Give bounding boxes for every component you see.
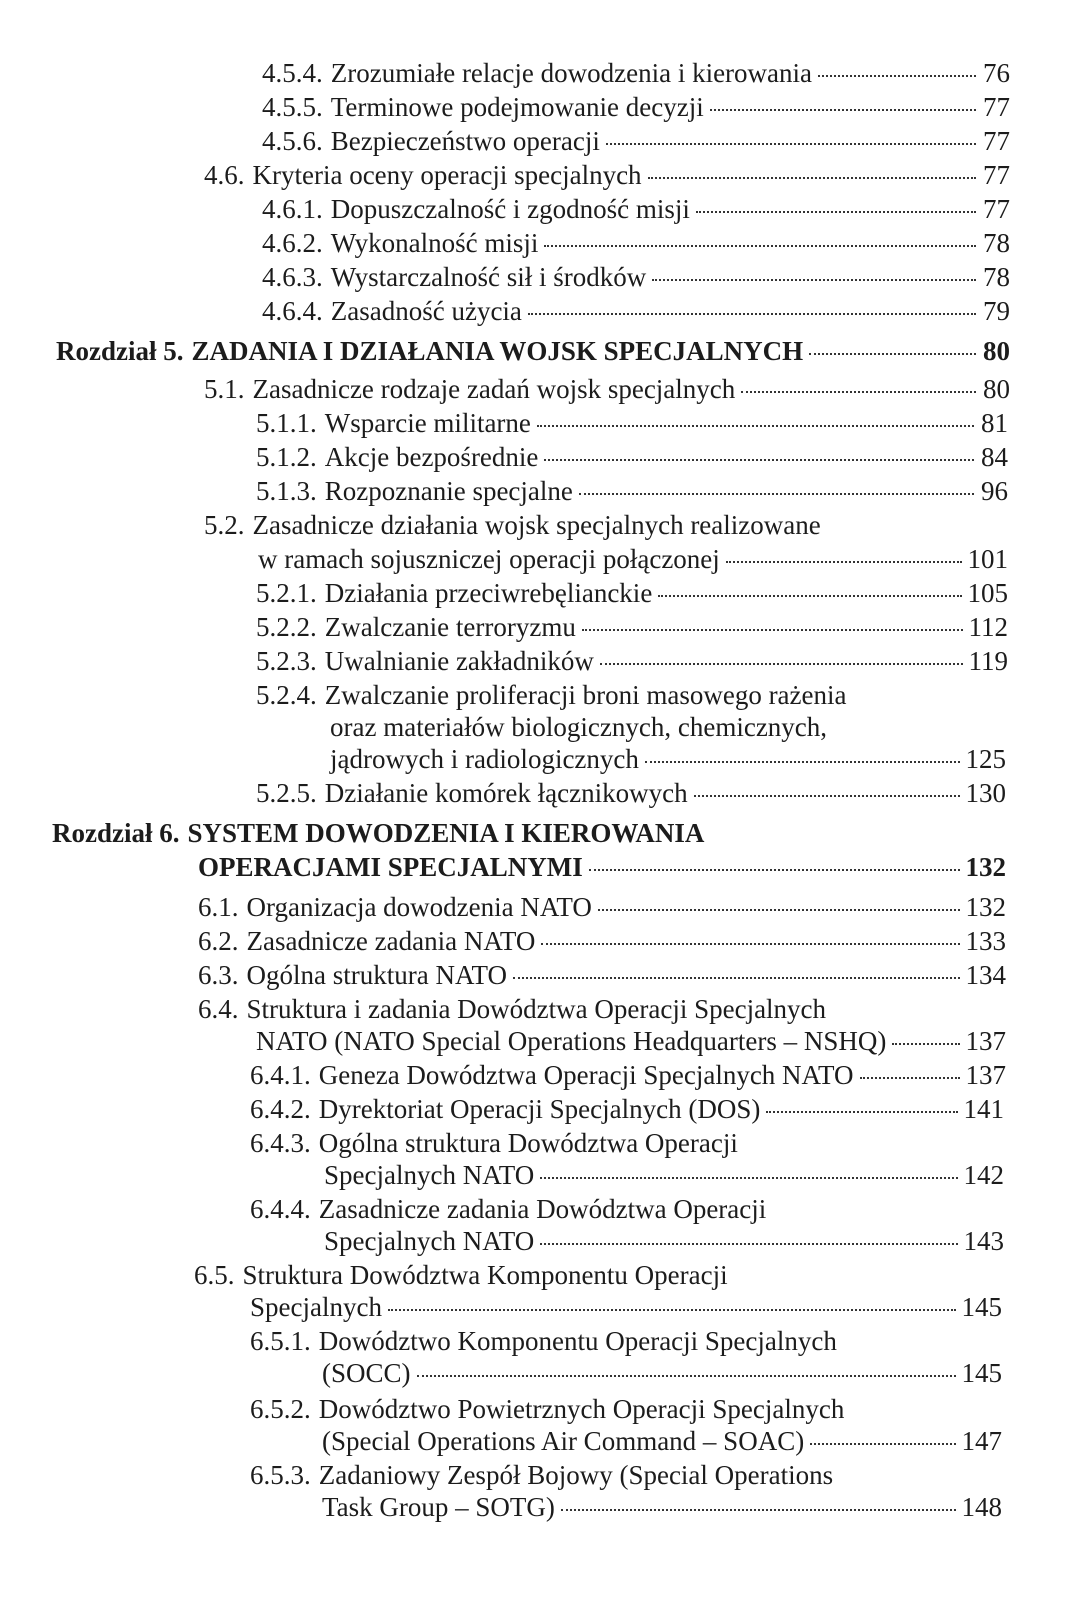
toc-entry bbox=[198, 890, 1006, 924]
toc-entry-title: Kryteria oceny operacji specjalnych bbox=[252, 160, 642, 190]
toc-entry bbox=[262, 192, 1010, 226]
toc-entry-title: Zrozumiałe relacje dowodzenia i kierowania bbox=[330, 58, 813, 88]
toc-entry bbox=[330, 710, 1008, 744]
toc-entry-page: 77 bbox=[983, 194, 1010, 224]
toc-entry-title: Ogólna struktura NATO bbox=[246, 960, 507, 990]
toc-entry-page: 77 bbox=[983, 126, 1010, 156]
toc-entry-page: 77 bbox=[983, 160, 1010, 190]
toc-dot-leader bbox=[809, 353, 976, 355]
toc-entry-page: 84 bbox=[981, 442, 1008, 472]
toc-entry-page: 81 bbox=[981, 408, 1008, 438]
toc-dot-leader bbox=[741, 391, 976, 393]
toc-entry-title: OPERACJAMI SPECJALNYMI bbox=[198, 852, 583, 882]
toc-entry bbox=[322, 1356, 1002, 1390]
toc-dot-leader bbox=[537, 425, 974, 427]
toc-entry-page: 96 bbox=[981, 476, 1008, 506]
toc-dot-leader bbox=[544, 459, 974, 461]
toc-entry-page: 133 bbox=[965, 926, 1006, 956]
toc-entry bbox=[198, 958, 1006, 992]
toc-entry-title: oraz materiałów biologicznych, chemicznych, bbox=[330, 712, 828, 742]
toc-dot-leader bbox=[860, 1077, 960, 1079]
toc-entry bbox=[250, 1192, 1004, 1226]
toc-entry-title: SYSTEM DOWODZENIA I KIEROWANIA bbox=[187, 818, 705, 848]
toc-entry bbox=[250, 1324, 1002, 1358]
toc-entry bbox=[204, 508, 1008, 542]
toc-entry bbox=[258, 542, 1008, 576]
toc-dot-leader bbox=[579, 493, 974, 495]
toc-entry-title: Zasadnicze zadania NATO bbox=[246, 926, 536, 956]
toc-entry-page: 78 bbox=[983, 228, 1010, 258]
toc-entry-number: 4.6.2. bbox=[262, 228, 323, 258]
toc-dot-leader bbox=[766, 1111, 957, 1113]
toc-entry bbox=[194, 1258, 1004, 1292]
toc-entry-page: 137 bbox=[965, 1060, 1006, 1090]
toc-entry bbox=[262, 294, 1010, 328]
toc-entry-number: 5.2. bbox=[204, 510, 245, 540]
toc-dot-leader bbox=[726, 561, 962, 563]
toc-entry-page: 80 bbox=[983, 336, 1010, 366]
toc-entry-title: (Special Operations Air Command – SOAC) bbox=[322, 1426, 805, 1456]
toc-dot-leader bbox=[544, 245, 976, 247]
toc-entry bbox=[256, 406, 1008, 440]
toc-entry-number: 4.6.3. bbox=[262, 262, 323, 292]
toc-dot-leader bbox=[598, 909, 960, 911]
toc-entry-number: 4.6.1. bbox=[262, 194, 323, 224]
toc-entry-page: 132 bbox=[965, 892, 1006, 922]
toc-entry-number: 4.5.6. bbox=[262, 126, 323, 156]
toc-entry-page: 79 bbox=[983, 296, 1010, 326]
toc-entry-number: 5.2.3. bbox=[256, 646, 317, 676]
toc-entry-number: 5.2.2. bbox=[256, 612, 317, 642]
toc-dot-leader bbox=[417, 1375, 956, 1377]
toc-entry-page: 137 bbox=[965, 1026, 1006, 1056]
toc-entry-title: Geneza Dowództwa Operacji Specjalnych NATO bbox=[318, 1060, 854, 1090]
toc-dot-leader bbox=[589, 869, 960, 871]
toc-entry bbox=[262, 260, 1010, 294]
toc-dot-leader bbox=[652, 279, 976, 281]
toc-entry-number: 5.1.1. bbox=[256, 408, 317, 438]
toc-entry-title: Dowództwo Powietrznych Operacji Specjalnych bbox=[318, 1394, 845, 1424]
toc-entry-page: 132 bbox=[965, 852, 1006, 882]
toc-entry-page: 141 bbox=[963, 1094, 1004, 1124]
toc-entry-page: 130 bbox=[965, 778, 1006, 808]
toc-entry-number: 6.5. bbox=[194, 1260, 235, 1290]
toc-dot-leader bbox=[513, 977, 960, 979]
toc-entry-number: 5.2.1. bbox=[256, 578, 317, 608]
toc-entry-page: 145 bbox=[961, 1358, 1002, 1388]
toc-entry-title: Zasadnicze działania wojsk specjalnych realizowane bbox=[252, 510, 821, 540]
toc-entry-number: 4.6.4. bbox=[262, 296, 323, 326]
toc-entry-number: Rozdział 6. bbox=[52, 818, 180, 848]
toc-entry-title: ZADANIA I DZIAŁANIA WOJSK SPECJALNYCH bbox=[191, 336, 804, 366]
toc-dot-leader bbox=[561, 1509, 956, 1511]
toc-entry-title: Wykonalność misji bbox=[330, 228, 539, 258]
toc-dot-leader bbox=[892, 1043, 959, 1045]
toc-entry-number: 6.4.3. bbox=[250, 1128, 311, 1158]
toc-entry-title: Wsparcie militarne bbox=[324, 408, 531, 438]
toc-dot-leader bbox=[696, 211, 976, 213]
toc-entry-title: Struktura Dowództwa Komponentu Operacji bbox=[242, 1260, 728, 1290]
toc-entry-number: 6.5.3. bbox=[250, 1460, 311, 1490]
toc-entry bbox=[262, 226, 1010, 260]
toc-entry-title: Terminowe podejmowanie decyzji bbox=[330, 92, 704, 122]
toc-entry-number: 6.2. bbox=[198, 926, 239, 956]
toc-entry-page: 112 bbox=[968, 612, 1008, 642]
toc-entry-page: 119 bbox=[968, 646, 1008, 676]
toc-entry bbox=[256, 678, 1008, 712]
toc-entry-title: Bezpieczeństwo operacji bbox=[330, 126, 600, 156]
toc-entry-page: 101 bbox=[967, 544, 1008, 574]
toc-entry-page: 148 bbox=[961, 1492, 1002, 1522]
toc-entry-title: Dowództwo Komponentu Operacji Specjalnych bbox=[318, 1326, 837, 1356]
toc-entry-title: Uwalnianie zakładników bbox=[324, 646, 594, 676]
toc-entry bbox=[250, 1058, 1006, 1092]
toc-entry bbox=[204, 372, 1010, 406]
toc-entry bbox=[198, 992, 1006, 1026]
toc-entry bbox=[56, 334, 1010, 368]
toc-dot-leader bbox=[648, 177, 976, 179]
toc-entry-page: 142 bbox=[963, 1160, 1004, 1190]
toc-dot-leader bbox=[388, 1309, 956, 1311]
toc-entry bbox=[324, 1224, 1004, 1258]
toc-entry bbox=[262, 124, 1010, 158]
toc-entry bbox=[250, 1126, 1004, 1160]
toc-entry-page: 76 bbox=[983, 58, 1010, 88]
toc-entry bbox=[256, 576, 1008, 610]
toc-entry-number: 6.4.2. bbox=[250, 1094, 311, 1124]
toc-entry-title: Zasadnicze rodzaje zadań wojsk specjalnych bbox=[252, 374, 736, 404]
toc-entry bbox=[250, 1290, 1002, 1324]
toc-entry bbox=[256, 644, 1008, 678]
toc-dot-leader bbox=[658, 595, 961, 597]
toc-entry bbox=[250, 1458, 1002, 1492]
toc-dot-leader bbox=[710, 109, 976, 111]
toc-entry bbox=[198, 850, 1006, 884]
toc-dot-leader bbox=[541, 943, 959, 945]
toc-dot-leader bbox=[540, 1243, 957, 1245]
toc-entry-number: 5.2.5. bbox=[256, 778, 317, 808]
toc-entry-page: 78 bbox=[983, 262, 1010, 292]
toc-entry bbox=[204, 158, 1010, 192]
toc-entry-number: 6.4. bbox=[198, 994, 239, 1024]
toc-entry-title: Specjalnych bbox=[250, 1292, 382, 1322]
toc-entry-page: 143 bbox=[963, 1226, 1004, 1256]
toc-entry bbox=[322, 1490, 1002, 1524]
toc-entry-title: Dopuszczalność i zgodność misji bbox=[330, 194, 690, 224]
toc-entry-page: 77 bbox=[983, 92, 1010, 122]
toc-entry bbox=[250, 1092, 1004, 1126]
toc-entry-title: Działania przeciwrebęlianckie bbox=[324, 578, 653, 608]
toc-entry-number: 6.5.2. bbox=[250, 1394, 311, 1424]
toc-entry-page: 145 bbox=[961, 1292, 1002, 1322]
toc-dot-leader bbox=[818, 75, 976, 77]
toc-entry-title: w ramach sojuszniczej operacji połączonej bbox=[258, 544, 720, 574]
toc-entry-number: 6.1. bbox=[198, 892, 239, 922]
toc-entry-title: Działanie komórek łącznikowych bbox=[324, 778, 688, 808]
toc-dot-leader bbox=[606, 143, 976, 145]
toc-entry bbox=[262, 90, 1010, 124]
toc-entry-number: 6.5.1. bbox=[250, 1326, 311, 1356]
toc-entry bbox=[198, 924, 1006, 958]
toc-entry-title: Zasadnicze zadania Dowództwa Operacji bbox=[318, 1194, 767, 1224]
toc-entry bbox=[256, 474, 1008, 508]
toc-entry-number: 5.1.3. bbox=[256, 476, 317, 506]
toc-entry bbox=[52, 816, 1006, 850]
toc-entry-page: 125 bbox=[965, 744, 1006, 774]
toc-dot-leader bbox=[600, 663, 963, 665]
toc-entry bbox=[324, 1158, 1004, 1192]
toc-entry-title: Akcje bezpośrednie bbox=[324, 442, 539, 472]
toc-entry-number: 5.1.2. bbox=[256, 442, 317, 472]
toc-entry-page: 105 bbox=[967, 578, 1008, 608]
toc-entry-title: Zadaniowy Zespół Bojowy (Special Operations bbox=[318, 1460, 834, 1490]
toc-entry-number: 6.4.4. bbox=[250, 1194, 311, 1224]
toc-dot-leader bbox=[582, 629, 963, 631]
toc-entry-title: Wystarczalność sił i środków bbox=[330, 262, 647, 292]
toc-dot-leader bbox=[694, 795, 960, 797]
toc-entry-number: 6.3. bbox=[198, 960, 239, 990]
toc-dot-leader bbox=[810, 1443, 955, 1445]
toc-entry-title: Specjalnych NATO bbox=[324, 1226, 535, 1256]
toc-entry-page: 134 bbox=[965, 960, 1006, 990]
toc-entry-title: Organizacja dowodzenia NATO bbox=[246, 892, 592, 922]
toc-entry-title: Zasadność użycia bbox=[330, 296, 522, 326]
toc-dot-leader bbox=[645, 761, 960, 763]
toc-entry-number: 5.1. bbox=[204, 374, 245, 404]
toc-entry-number: 4.5.4. bbox=[262, 58, 323, 88]
toc-entry bbox=[250, 1392, 1002, 1426]
toc-entry-title: Zwalczanie proliferacji broni masowego rażenia bbox=[324, 680, 847, 710]
toc-entry-number: 5.2.4. bbox=[256, 680, 317, 710]
toc-entry bbox=[256, 1024, 1006, 1058]
toc-entry-title: Task Group – SOTG) bbox=[322, 1492, 555, 1522]
toc-entry-number: 4.5.5. bbox=[262, 92, 323, 122]
toc-entry-title: jądrowych i radiologicznych bbox=[330, 744, 639, 774]
toc-entry-title: Ogólna struktura Dowództwa Operacji bbox=[318, 1128, 738, 1158]
toc-entry-title: Rozpoznanie specjalne bbox=[324, 476, 573, 506]
toc-entry-title: Zwalczanie terroryzmu bbox=[324, 612, 576, 642]
toc-entry-title: Struktura i zadania Dowództwa Operacji Specjalnych bbox=[246, 994, 827, 1024]
toc-entry-title: Dyrektoriat Operacji Specjalnych (DOS) bbox=[318, 1094, 761, 1124]
toc-entry-page: 80 bbox=[983, 374, 1010, 404]
toc-dot-leader bbox=[540, 1177, 957, 1179]
toc-entry-title: (SOCC) bbox=[322, 1358, 411, 1388]
toc-entry-title: Specjalnych NATO bbox=[324, 1160, 535, 1190]
toc-entry-number: 6.4.1. bbox=[250, 1060, 311, 1090]
toc-entry bbox=[330, 742, 1006, 776]
toc-entry-title: NATO (NATO Special Operations Headquarters – NSHQ) bbox=[256, 1026, 887, 1056]
toc-entry bbox=[322, 1424, 1002, 1458]
toc-dot-leader bbox=[528, 313, 976, 315]
toc-entry-number: Rozdział 5. bbox=[56, 336, 184, 366]
toc-entry bbox=[256, 440, 1008, 474]
toc-entry bbox=[256, 610, 1008, 644]
toc-entry-page: 147 bbox=[961, 1426, 1002, 1456]
toc-entry-number: 4.6. bbox=[204, 160, 245, 190]
toc-entry bbox=[256, 776, 1006, 810]
toc-entry bbox=[262, 56, 1010, 90]
